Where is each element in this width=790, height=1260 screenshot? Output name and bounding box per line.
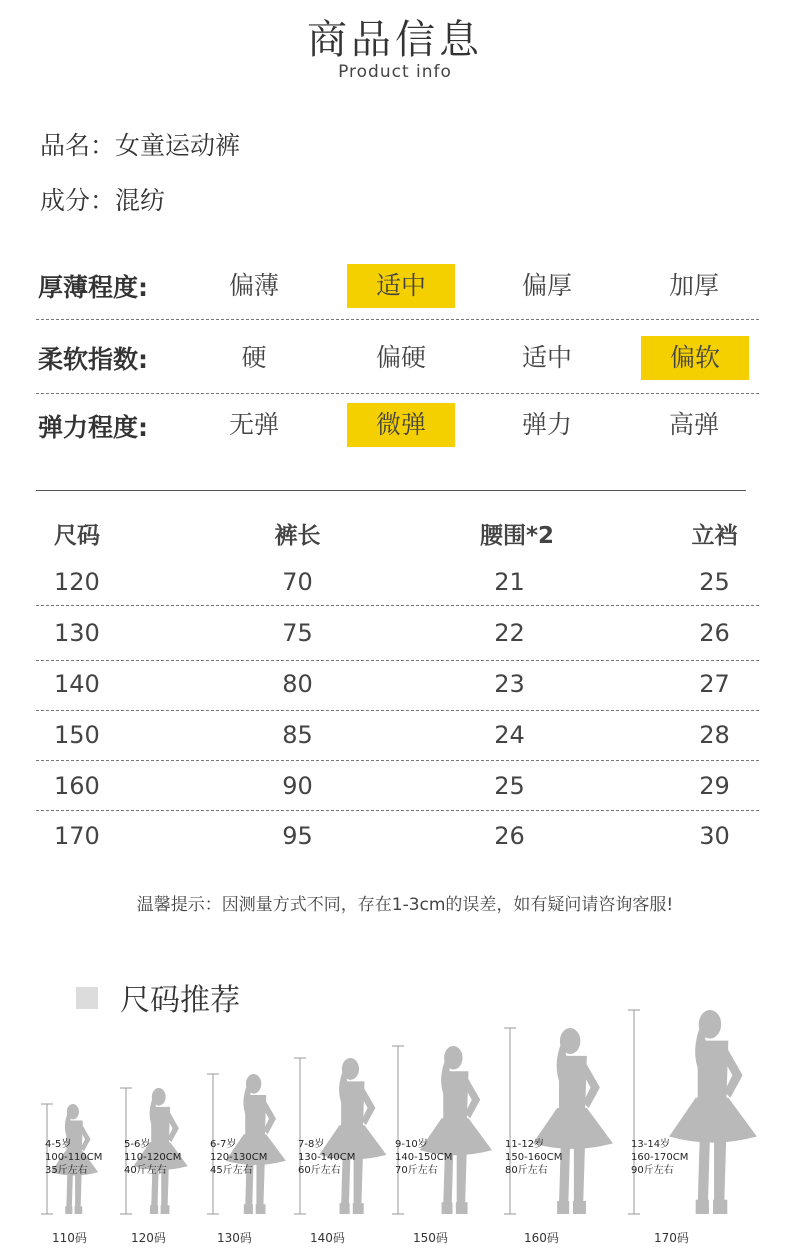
softness-option-4-selected: 偏软 (641, 336, 749, 380)
figure-size-label: 110码 (52, 1231, 87, 1245)
figure-age: 13-14岁 (631, 1139, 671, 1150)
row-divider (36, 760, 759, 761)
thickness-option-3: 偏厚 (521, 271, 572, 300)
cell-length: 85 (282, 721, 313, 749)
figure-info-5 (395, 1138, 452, 1177)
cell-rise: 27 (699, 670, 730, 698)
cell-waist: 24 (494, 721, 525, 749)
cell-rise: 25 (699, 568, 730, 596)
figure-height: 140-150CM (395, 1152, 453, 1163)
thickness-option-2-selected: 适中 (347, 264, 455, 308)
cell-length: 90 (282, 772, 313, 800)
figure-size-label: 120码 (131, 1231, 166, 1245)
product-fabric: 成分：混纺 (40, 186, 166, 215)
figure-size-label: 170码 (654, 1231, 689, 1245)
figure-info-1 (45, 1138, 102, 1177)
cell-length: 75 (282, 619, 313, 647)
elasticity-option-1: 无弹 (228, 410, 279, 439)
table-top-rule (36, 490, 746, 491)
cell-length: 70 (282, 568, 313, 596)
figure-age: 7-8岁 (298, 1139, 325, 1150)
girl-silhouette (669, 1010, 757, 1214)
figure-weight: 35斤左右 (45, 1165, 88, 1176)
row-divider (36, 605, 759, 606)
softness-option-3: 适中 (521, 343, 572, 372)
cell-size: 160 (54, 772, 100, 800)
cell-rise: 28 (699, 721, 730, 749)
elasticity-label: 弹力程度: (38, 413, 148, 442)
thickness-option-4: 加厚 (668, 271, 719, 300)
cell-size: 170 (54, 822, 100, 850)
recommend-title: 尺码推荐 (120, 983, 240, 1018)
figure-weight: 40斤左右 (124, 1165, 167, 1176)
cell-waist: 21 (494, 568, 525, 596)
page-title: 商品信息 (307, 17, 483, 63)
cell-length: 80 (282, 670, 313, 698)
page-subtitle: Product info (338, 62, 452, 82)
cell-rise: 30 (699, 822, 730, 850)
height-scale-bar (504, 1028, 516, 1214)
divider (36, 319, 759, 320)
divider (36, 393, 759, 394)
height-scale-bar (628, 1010, 640, 1214)
figure-height: 110-120CM (124, 1152, 182, 1163)
figure-info-7 (631, 1138, 688, 1177)
cell-size: 140 (54, 670, 100, 698)
figure-age: 11-12岁 (505, 1139, 545, 1150)
thickness-label: 厚薄程度: (38, 273, 148, 302)
table-header-size: 尺码 (54, 523, 100, 549)
elasticity-option-4: 高弹 (668, 410, 719, 439)
figure-weight: 60斤左右 (298, 1165, 341, 1176)
cell-waist: 25 (494, 772, 525, 800)
measurement-note: 温馨提示：因测量方式不同，存在1-3cm的误差，如有疑问请咨询客服! (136, 895, 674, 915)
figure-weight: 45斤左右 (210, 1165, 253, 1176)
figure-weight: 90斤左右 (631, 1165, 674, 1176)
table-header-waist: 腰围*2 (479, 523, 555, 549)
elasticity-option-2-selected: 微弹 (347, 403, 455, 447)
height-scale-bar (392, 1046, 404, 1214)
thickness-option-1: 偏薄 (228, 271, 279, 300)
cell-length: 95 (282, 822, 313, 850)
cell-rise: 26 (699, 619, 730, 647)
cell-rise: 29 (699, 772, 730, 800)
figure-size-label: 130码 (217, 1231, 252, 1245)
figure-weight: 80斤左右 (505, 1165, 548, 1176)
cell-size: 120 (54, 568, 100, 596)
product-name: 品名：女童运动裤 (40, 131, 241, 160)
cell-size: 150 (54, 721, 100, 749)
cell-waist: 26 (494, 822, 525, 850)
girl-silhouette (319, 1058, 386, 1214)
girl-silhouette (420, 1046, 492, 1214)
figure-height: 160-170CM (631, 1152, 689, 1163)
cell-size: 130 (54, 619, 100, 647)
figure-height: 130-140CM (298, 1152, 356, 1163)
row-divider (36, 810, 759, 811)
figure-info-6 (505, 1138, 562, 1177)
figure-weight: 70斤左右 (395, 1165, 438, 1176)
softness-option-2: 偏硬 (375, 343, 426, 372)
softness-label: 柔软指数: (38, 345, 148, 374)
row-divider (36, 660, 759, 661)
cell-waist: 22 (494, 619, 525, 647)
figure-info-2 (124, 1138, 181, 1177)
figure-size-label: 140码 (310, 1231, 345, 1245)
table-header-length: 裤长 (274, 523, 321, 549)
figure-size-label: 160码 (524, 1231, 559, 1245)
elasticity-option-3: 弹力 (521, 410, 572, 439)
girl-silhouette (533, 1028, 613, 1214)
height-scale-bar (294, 1058, 306, 1214)
figure-age: 6-7岁 (210, 1139, 237, 1150)
row-divider (36, 710, 759, 711)
softness-option-1: 硬 (241, 343, 267, 372)
figure-size-label: 150码 (413, 1231, 448, 1245)
cell-waist: 23 (494, 670, 525, 698)
figure-age: 4-5岁 (45, 1139, 72, 1150)
figure-height: 100-110CM (45, 1152, 103, 1163)
figure-info-4 (298, 1138, 355, 1177)
figure-height: 120-130CM (210, 1152, 268, 1163)
figure-age: 5-6岁 (124, 1139, 151, 1150)
silhouette-illustration (0, 1000, 790, 1225)
figure-height: 150-160CM (505, 1152, 563, 1163)
table-header-rise: 立裆 (691, 523, 738, 549)
figure-info-3 (210, 1138, 267, 1177)
figure-age: 9-10岁 (395, 1139, 428, 1150)
